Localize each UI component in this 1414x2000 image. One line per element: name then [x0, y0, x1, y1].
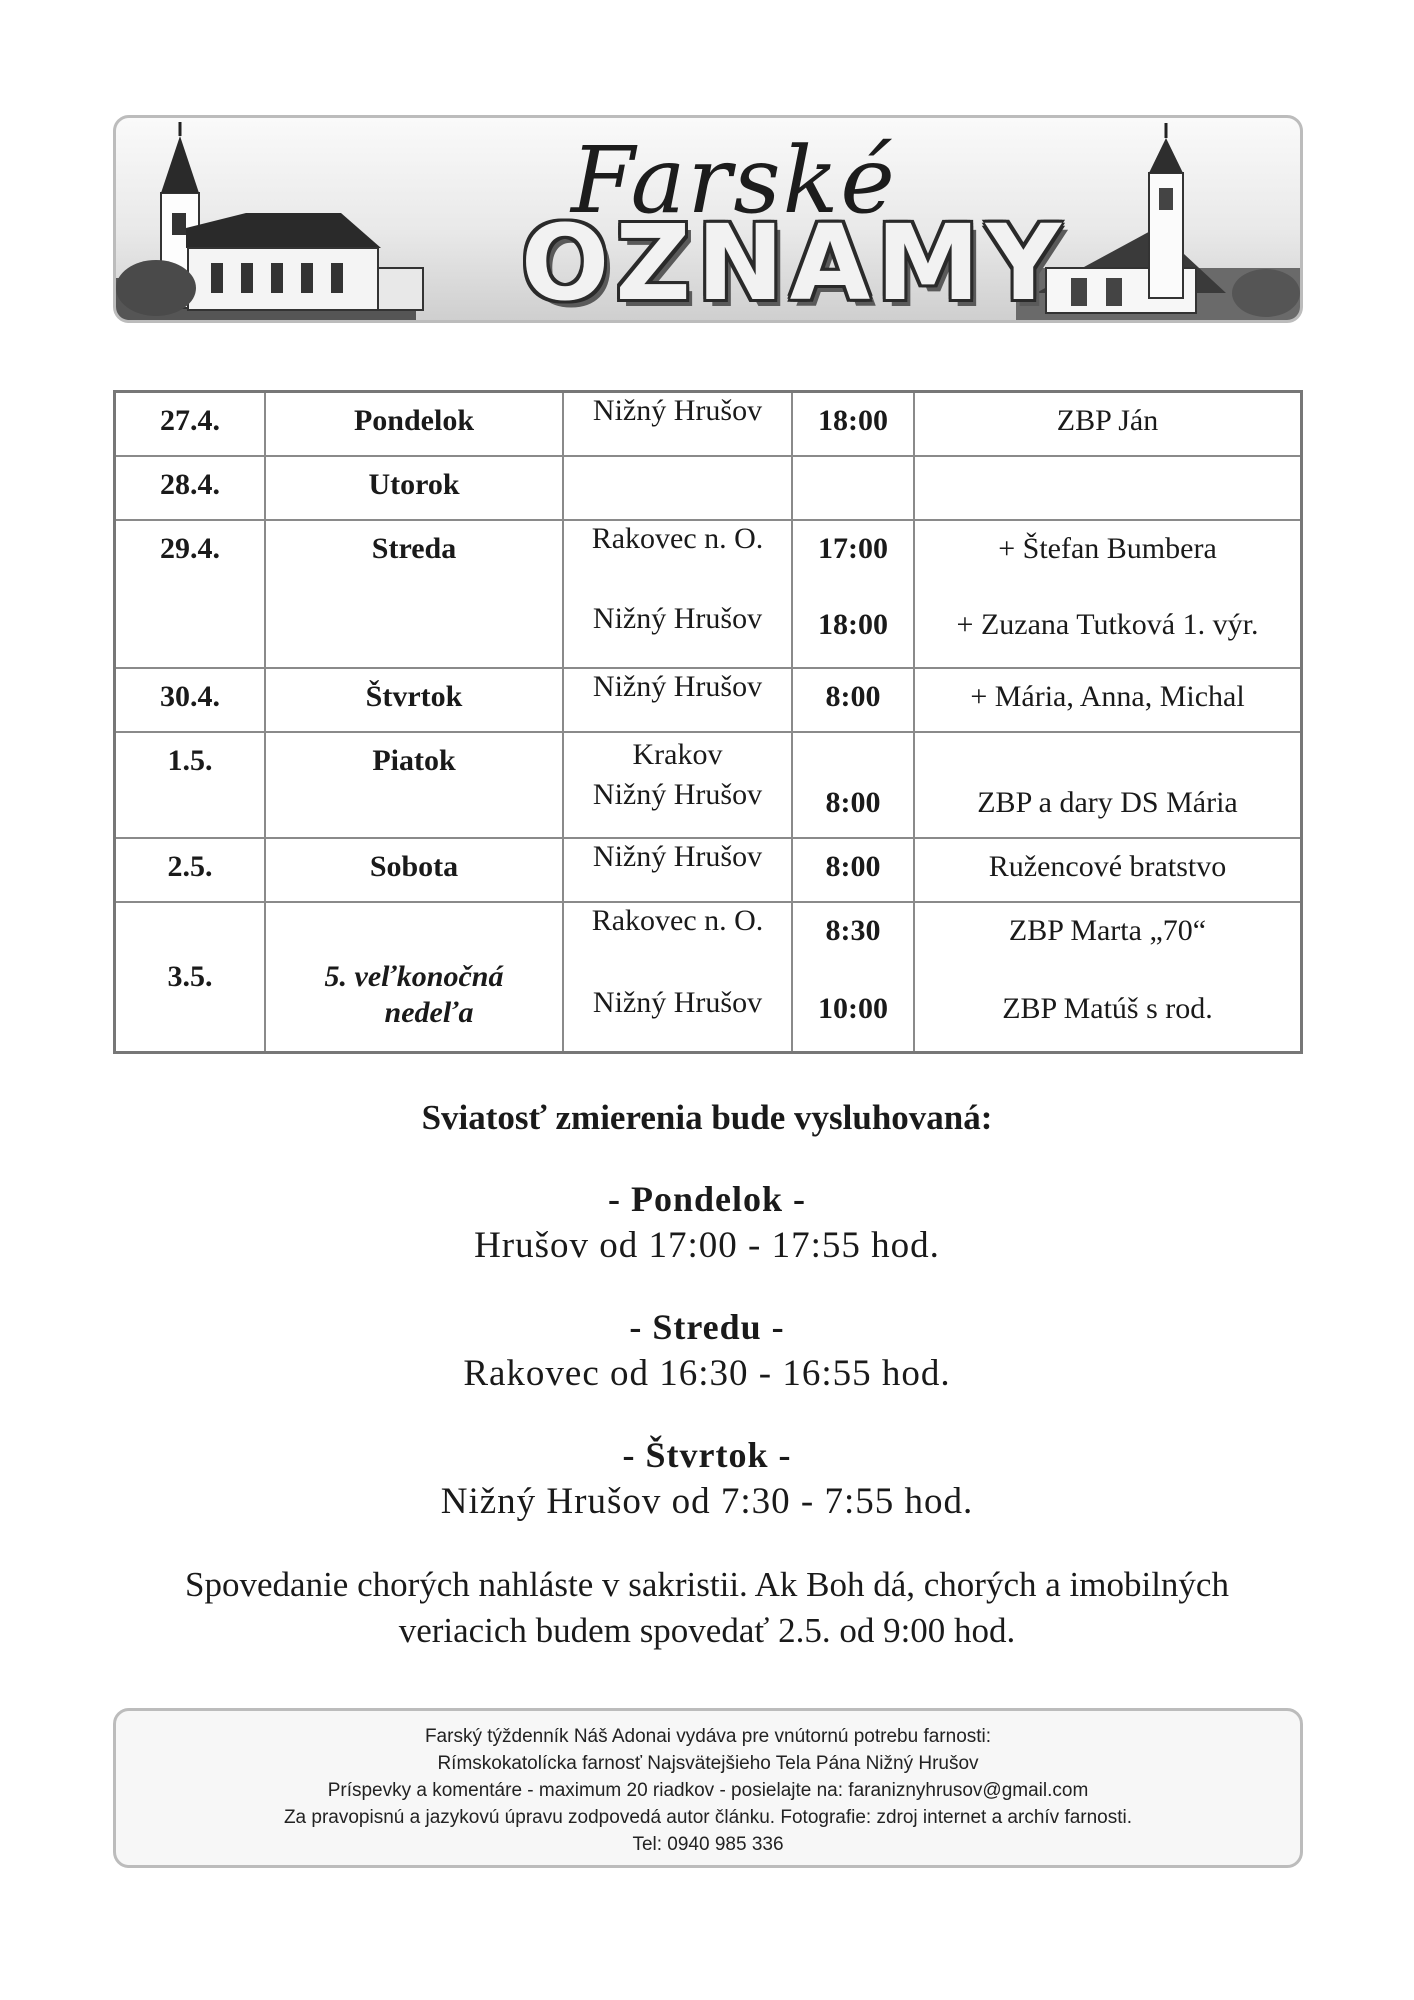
time-cell-empty	[792, 456, 914, 520]
time-cell: 18:00	[818, 404, 888, 437]
footer-line: Farský týždenník Náš Adonai vydáva pre vnútornú potrebu farnosti:	[424, 1726, 992, 1747]
confession-time: Rakovec od 16:30 - 16:55 hod.	[463, 1353, 951, 1394]
day-cell: Utorok	[368, 468, 460, 501]
sick-note-line: veriacich budem spovedať 2.5. od 9:00 hod.	[398, 1611, 1016, 1650]
intention-cell: ZBP a dary DS Mária	[977, 786, 1238, 819]
intention-cell: Ružencové bratstvo	[988, 850, 1227, 883]
place-cell: Nižný Hrušov	[592, 394, 763, 427]
confession-heading: Sviatosť zmierenia bude vysluhovaná:	[421, 1098, 993, 1137]
table-row	[115, 668, 1302, 732]
place-cell: Rakovec n. O.	[591, 522, 764, 555]
time-cell: 8:00	[825, 680, 881, 713]
table-row	[115, 392, 1302, 457]
date-cell: 28.4.	[160, 468, 220, 501]
left-church-image	[116, 122, 423, 320]
confession-day: - Štvrtok -	[622, 1435, 792, 1475]
table-row	[115, 520, 1302, 668]
banner-script-title: Farské	[571, 127, 897, 234]
day-cell: Štvrtok	[365, 680, 463, 713]
day-cell: Pondelok	[353, 404, 475, 437]
place-cell: Nižný Hrušov	[592, 602, 763, 635]
day-cell: nedeľa	[384, 996, 474, 1029]
place-cell: Nižný Hrušov	[592, 840, 763, 873]
confession-day: - Stredu -	[629, 1307, 785, 1347]
footer-line: Príspevky a komentáre - maximum 20 riadkov - posielajte na: faraniznyhrusov@gmail.com	[327, 1780, 1089, 1801]
day-cell: 5. veľkonočná	[324, 960, 504, 993]
place-cell: Rakovec n. O.	[591, 904, 764, 937]
intention-cell: ZBP Marta „70“	[1008, 914, 1207, 947]
intention-cell: + Mária, Anna, Michal	[970, 680, 1245, 713]
day-cell: Piatok	[372, 744, 456, 777]
header-banner	[113, 115, 1303, 323]
mass-schedule-table	[113, 390, 1303, 1054]
table-row	[115, 902, 1302, 1053]
date-cell: 27.4.	[160, 404, 220, 437]
publication-footer	[113, 1708, 1303, 1868]
place-cell-empty	[563, 456, 792, 520]
place-cell: Nižný Hrušov	[592, 986, 763, 1019]
place-cell: Nižný Hrušov	[592, 778, 763, 811]
day-cell: Streda	[371, 532, 457, 565]
intention-cell: + Štefan Bumbera	[998, 532, 1217, 565]
time-cell: 8:30	[825, 914, 881, 947]
date-cell: 3.5.	[167, 960, 213, 993]
time-cell: 17:00	[818, 532, 888, 565]
intention-cell-empty	[914, 456, 1302, 520]
footer-line: Za pravopisnú a jazykovú úpravu zodpovedá autor článku. Fotografie: zdroj internet a archív farnosti.	[283, 1807, 1133, 1828]
banner-block-title: OZNAMY	[520, 202, 1068, 323]
place-cell: Nižný Hrušov	[592, 670, 763, 703]
intention-cell: ZBP Matúš s rod.	[1002, 992, 1213, 1025]
time-cell: 18:00	[818, 608, 888, 641]
confession-time: Hrušov od 17:00 - 17:55 hod.	[474, 1225, 940, 1266]
sick-confession-note	[0, 1562, 1414, 1654]
table-row	[115, 838, 1302, 902]
place-cell: Krakov	[632, 738, 723, 771]
table-row	[115, 732, 1302, 838]
date-cell: 30.4.	[160, 680, 220, 713]
date-cell: 1.5.	[167, 744, 213, 777]
sick-note-line: Spovedanie chorých nahláste v sakristii. Ak Boh dá, chorých a imobilných	[185, 1565, 1229, 1604]
date-cell: 29.4.	[160, 532, 220, 565]
confession-day: - Pondelok -	[607, 1179, 806, 1219]
intention-cell: + Zuzana Tutková 1. výr.	[956, 608, 1259, 641]
time-cell: 8:00	[825, 786, 881, 819]
time-cell: 10:00	[818, 992, 888, 1025]
intention-cell: ZBP Ján	[1056, 404, 1159, 437]
table-row	[115, 456, 1302, 520]
footer-line: Rímskokatolícka farnosť Najsvätejšieho Tela Pána Nižný Hrušov	[437, 1753, 979, 1774]
footer-line: Tel: 0940 985 336	[632, 1834, 784, 1855]
confession-time: Nižný Hrušov od 7:30 - 7:55 hod.	[440, 1481, 974, 1522]
day-cell: Sobota	[369, 850, 459, 883]
time-cell: 8:00	[825, 850, 881, 883]
date-cell: 2.5.	[167, 850, 213, 883]
